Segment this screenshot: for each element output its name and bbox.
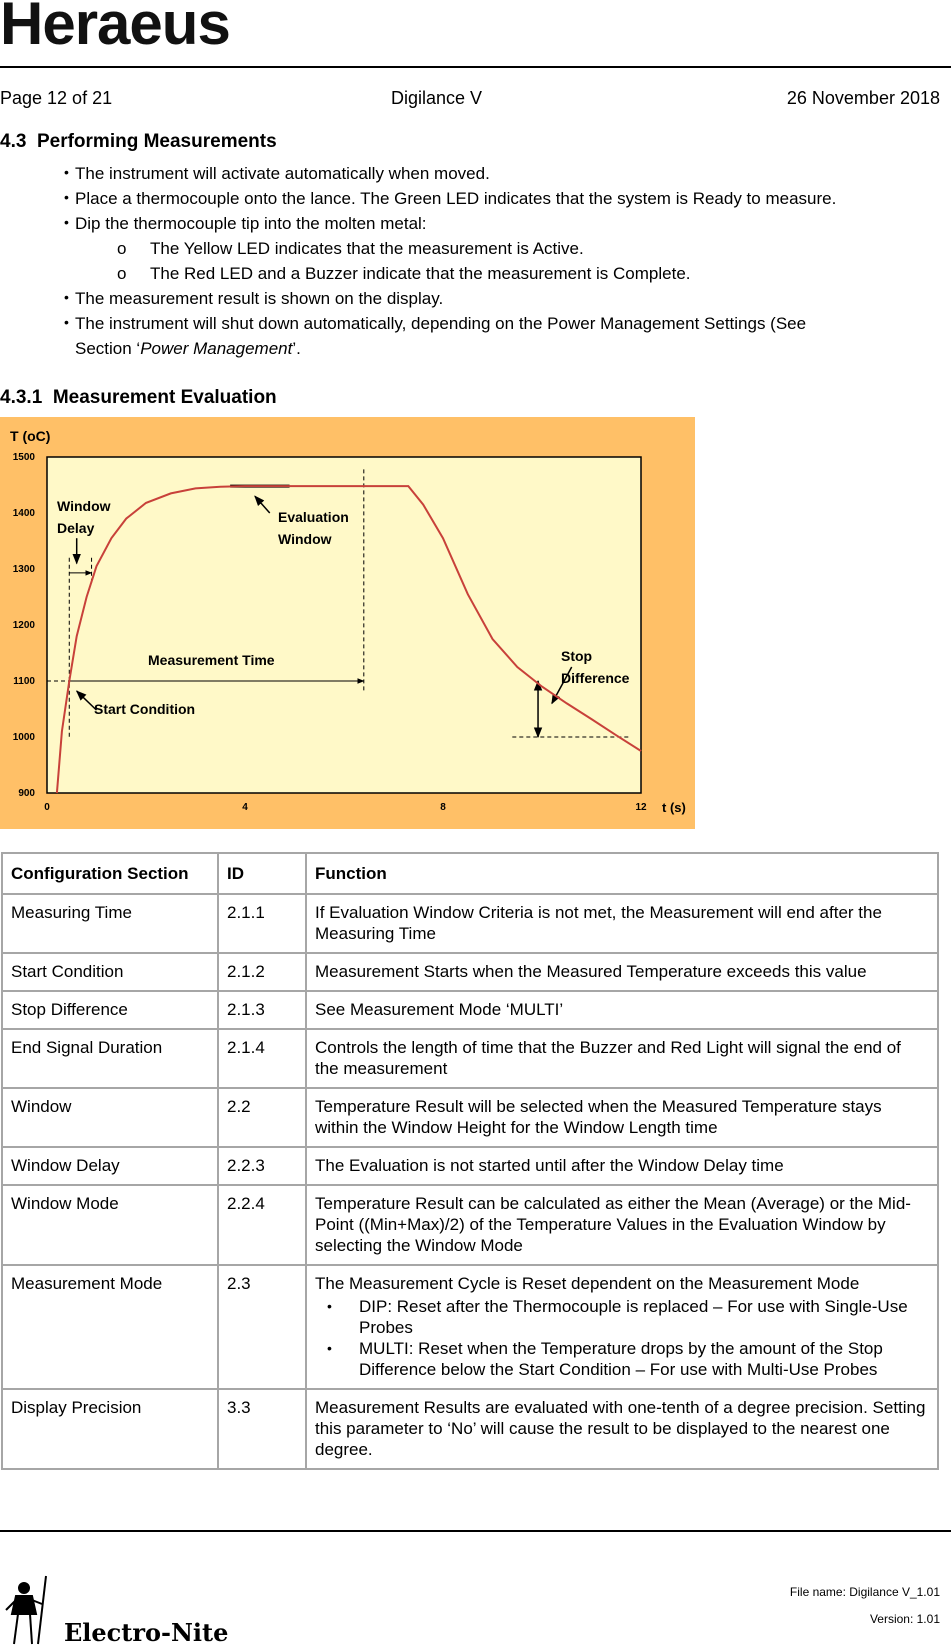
- plot-area: [47, 457, 641, 793]
- cell-id: 2.1.3: [218, 991, 306, 1029]
- file-name: File name: Digilance V_1.01: [789, 1585, 940, 1599]
- cell-function: See Measurement Mode ‘MULTI’: [306, 991, 938, 1029]
- cell-section: Display Precision: [2, 1389, 218, 1469]
- cell-function: Controls the length of time that the Buzzer and Red Light will signal the end of the measurement: [306, 1029, 938, 1088]
- annotation-start-condition: Start Condition: [94, 701, 196, 717]
- column-header-function: Function: [306, 853, 938, 894]
- version: Version: 1.01: [869, 1612, 940, 1626]
- cell-section: End Signal Duration: [2, 1029, 218, 1088]
- table-row: [2, 991, 938, 1029]
- cell-section: Measurement Mode: [2, 1265, 218, 1389]
- header-rule: [0, 66, 951, 68]
- x-tick-label: 8: [440, 802, 446, 813]
- annotation-evaluation-window: Evaluation Window: [278, 509, 349, 547]
- x-tick-label: 12: [635, 802, 647, 813]
- cell-id: 2.2.4: [218, 1185, 306, 1265]
- document-title: Digilance V: [391, 88, 483, 108]
- cell-function: If Evaluation Window Criteria is not met, the Measurement will end after the Measuring Time: [306, 894, 938, 953]
- table-row: [2, 1088, 938, 1147]
- y-tick-label: 1200: [12, 620, 35, 631]
- y-tick-label: 1400: [12, 508, 35, 519]
- cell-id: 2.2: [218, 1088, 306, 1147]
- cell-function: Temperature Result will be selected when the Measured Temperature stays within the Window Height for the Window Length time: [306, 1088, 938, 1147]
- x-tick-label: 0: [44, 802, 50, 813]
- x-tick-label: 4: [242, 802, 248, 813]
- page-number: Page 12 of 21: [0, 88, 113, 108]
- column-header-section: Configuration Section: [2, 853, 218, 894]
- x-axis-label: t (s): [662, 800, 686, 815]
- y-tick-label: 1000: [12, 732, 35, 743]
- cell-id: 2.1.2: [218, 953, 306, 991]
- annotation-measurement-time: Measurement Time: [148, 652, 275, 668]
- cell-id: 2.1.4: [218, 1029, 306, 1088]
- annotation-window-delay: Window Delay: [57, 498, 111, 536]
- table-header-row: [2, 853, 938, 894]
- cell-id: 2.1.1: [218, 894, 306, 953]
- cell-section: Measuring Time: [2, 894, 218, 953]
- cell-section: Window Delay: [2, 1147, 218, 1185]
- table-row: [2, 894, 938, 953]
- cell-function: Measurement Results are evaluated with one-tenth of a degree precision. Setting this parameter to ‘No’ will cause the result to be displayed to the nearest one degree.: [306, 1389, 938, 1469]
- measurement-evaluation-chart: [0, 417, 695, 829]
- y-tick-label: 1100: [13, 676, 35, 687]
- heraeus-logo: Heraeus: [0, 0, 230, 57]
- cell-function: The Evaluation is not started until after the Window Delay time: [306, 1147, 938, 1185]
- table-row: [2, 1389, 938, 1469]
- cell-section: Window Mode: [2, 1185, 218, 1265]
- table-row: [2, 1147, 938, 1185]
- y-tick-label: 1500: [12, 452, 35, 463]
- cell-section: Stop Difference: [2, 991, 218, 1029]
- cell-id: 3.3: [218, 1389, 306, 1469]
- cell-id: 2.3: [218, 1265, 306, 1389]
- cell-id: 2.2.3: [218, 1147, 306, 1185]
- table-row: [2, 953, 938, 991]
- y-tick-label: 1300: [12, 564, 35, 575]
- mode-list-item: • DIP: Reset after the Thermocouple is replaced – For use with Single-Use Probes: [327, 1297, 908, 1337]
- annotation-stop-difference: Stop Difference: [561, 648, 630, 686]
- table-row: [2, 1185, 938, 1265]
- document-date: 26 November 2018: [786, 88, 940, 108]
- y-tick-label: 900: [18, 788, 35, 799]
- column-header-id: ID: [218, 853, 306, 894]
- table-row: [2, 1265, 938, 1389]
- cell-function: Temperature Result can be calculated as either the Mean (Average) or the Mid-Point ((Min+Max)/2) of the Temperature Values in the Evaluation Window by selecting the Window Mode: [306, 1185, 938, 1265]
- electro-nite-figure-logo: [2, 1574, 54, 1646]
- subsection-heading: 4.3.1 Measurement Evaluation: [0, 387, 277, 408]
- y-axis-label: T (oC): [10, 428, 51, 444]
- power-management-reference: Power Management: [140, 339, 293, 358]
- electro-nite-brand: Electro-Nite: [64, 1618, 229, 1647]
- cell-section: Start Condition: [2, 953, 218, 991]
- cell-function: Measurement Starts when the Measured Temperature exceeds this value: [306, 953, 938, 991]
- table-row: [2, 1029, 938, 1088]
- mode-list-item: • MULTI: Reset when the Temperature drops by the amount of the Stop Difference below the Start Condition – For use with Multi-Use Probes: [327, 1339, 883, 1379]
- cell-section: Window: [2, 1088, 218, 1147]
- cell-function: The Measurement Cycle is Reset dependent on the Measurement Mode • DIP: Reset after the Thermocouple is replaced – For use with Single-Use Probes • MULTI: Reset when the Temperature drops by the amount of the Stop Difference below the Start Condition – For use with Multi-Use Probes: [306, 1265, 938, 1389]
- footer-rule: [0, 1530, 951, 1532]
- section-heading: 4.3 Performing Measurements: [0, 131, 277, 152]
- configuration-table: [1, 852, 939, 1470]
